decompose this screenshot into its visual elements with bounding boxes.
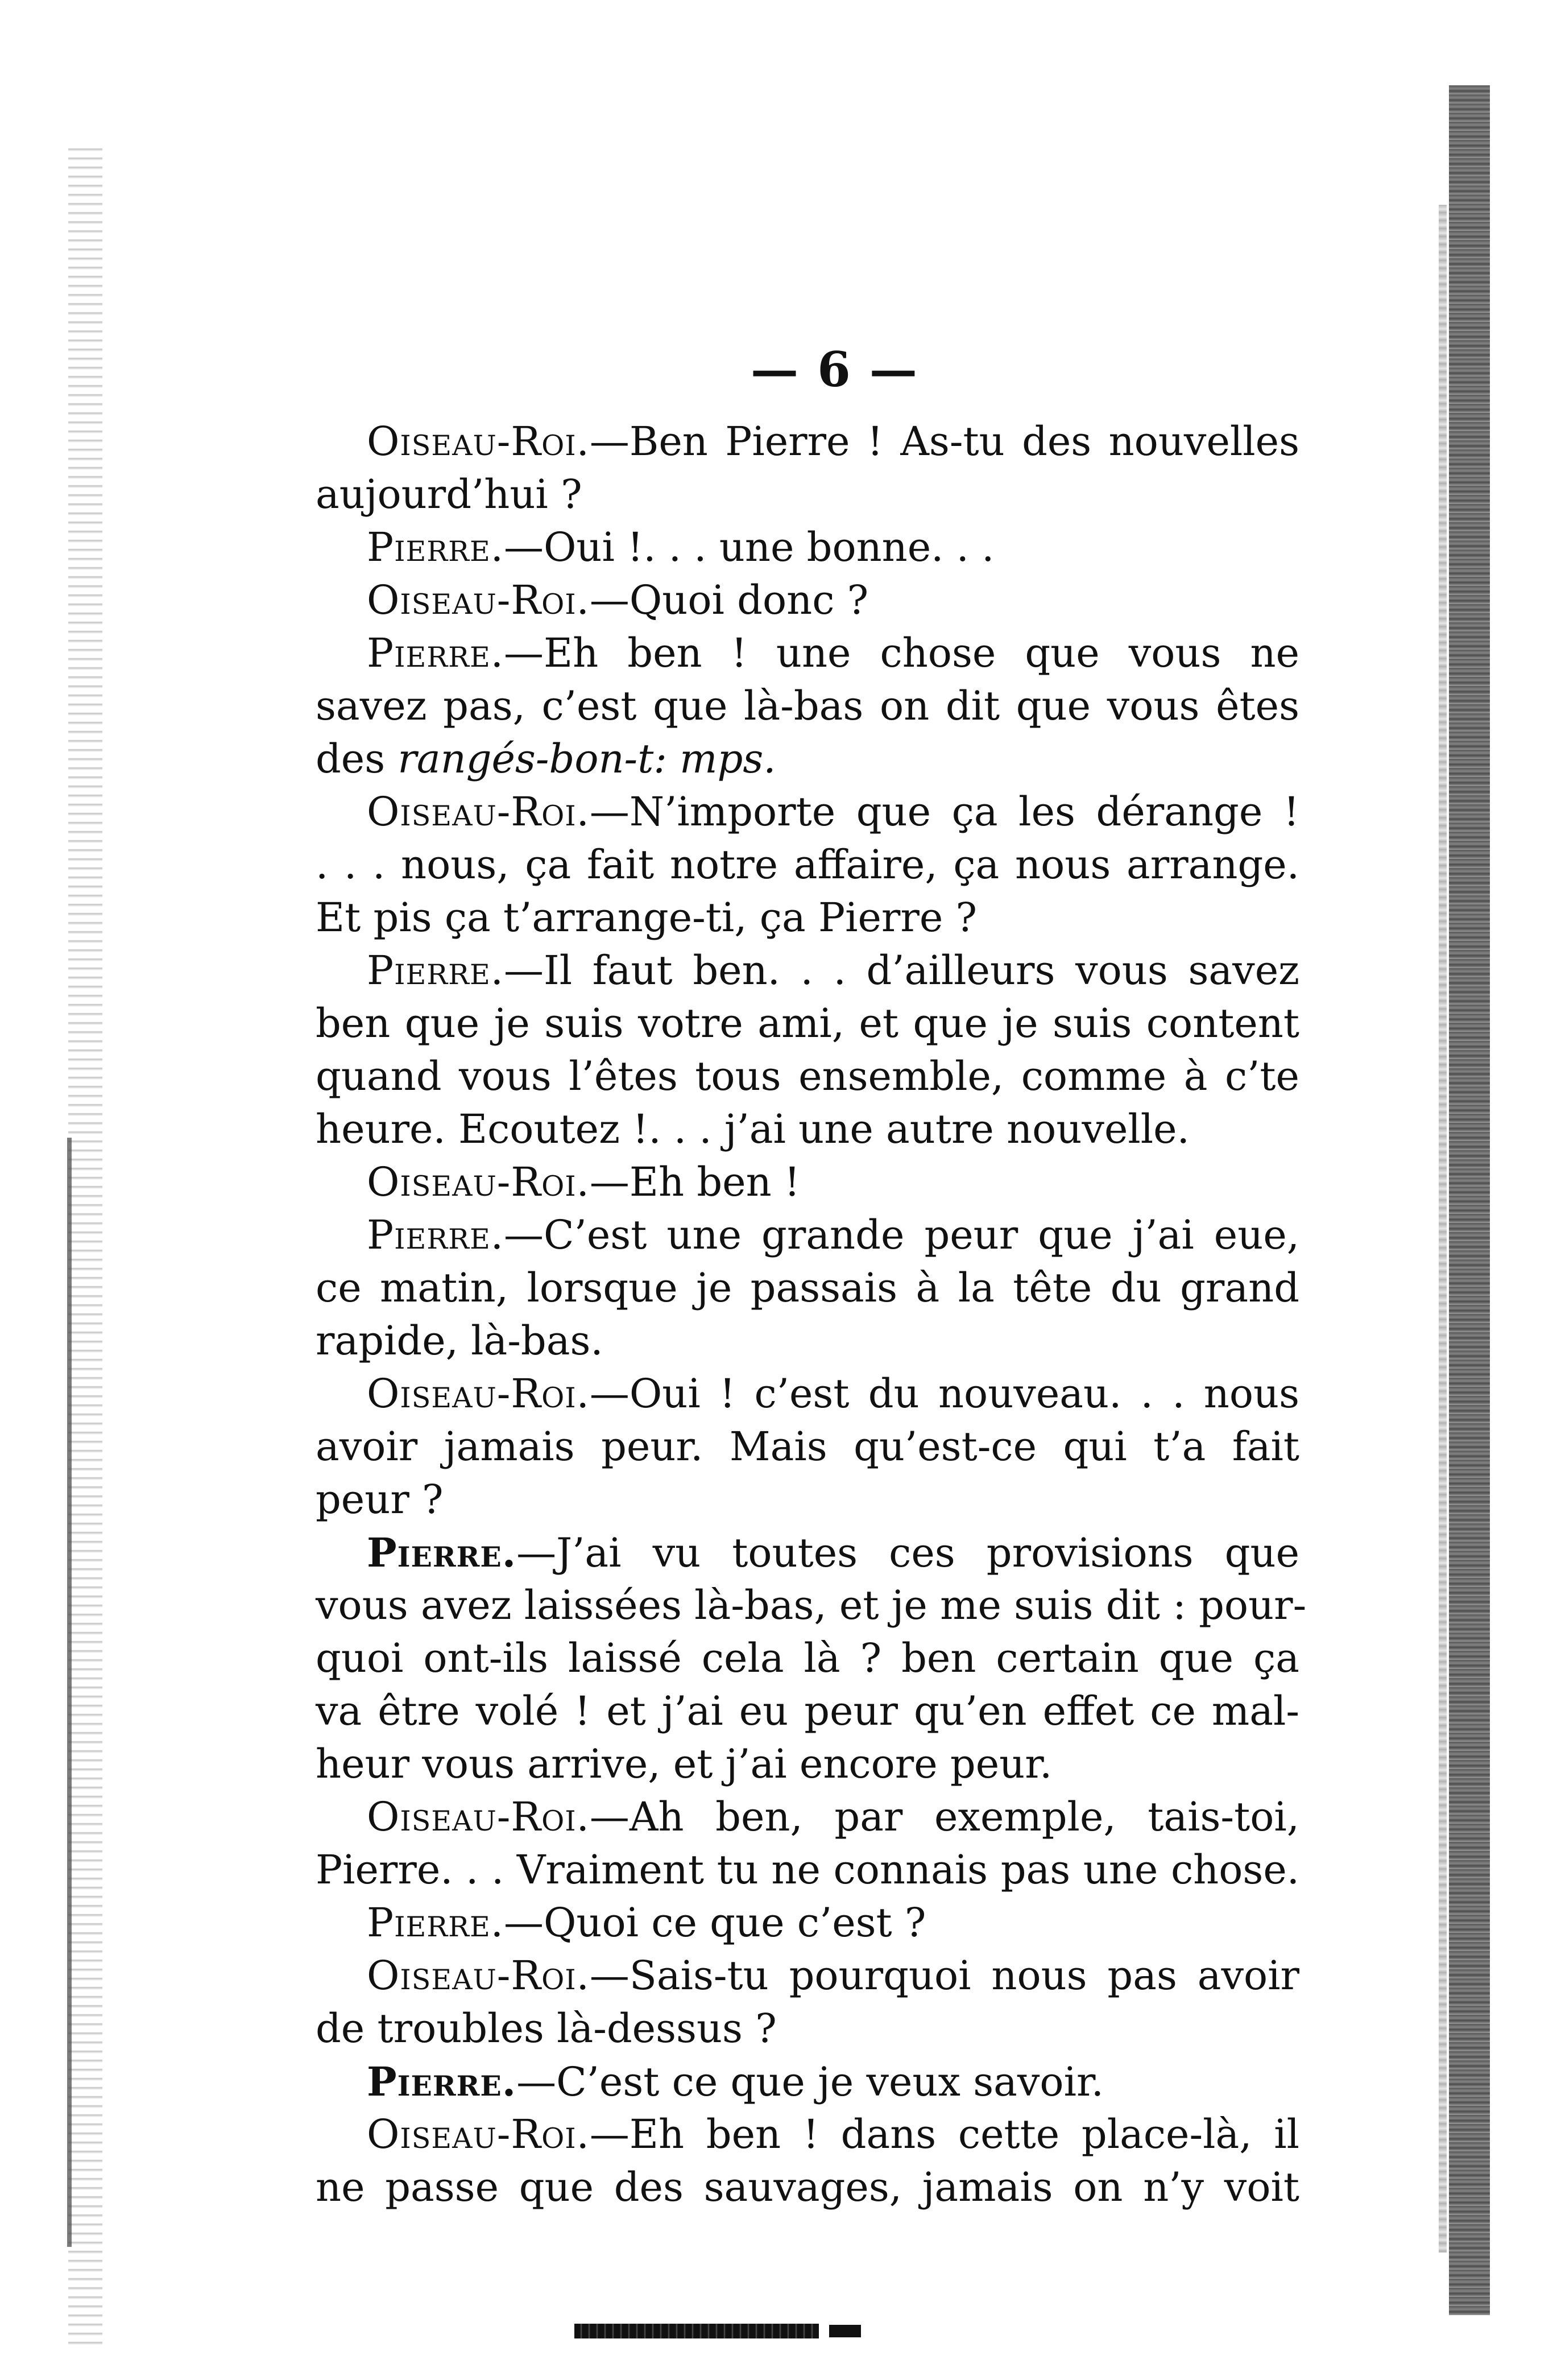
line-text: savez pas, c’est que là-bas on dit que vous êtes	[316, 683, 1299, 729]
text-line	[316, 574, 1299, 627]
speaker-name: Pierre.	[367, 947, 504, 994]
text-line	[316, 1367, 1299, 1420]
speaker-name: Oiseau-Roi.	[367, 2111, 590, 2158]
text-line	[316, 891, 1299, 944]
text-line	[316, 1896, 1299, 1949]
speaker-name: Oiseau-Roi.	[367, 1794, 590, 1840]
text-line	[316, 521, 1299, 574]
line-text: quoi ont-ils laissé cela là ? ben certain que ça	[316, 1635, 1299, 1681]
text-line	[316, 1473, 1299, 1526]
line-text: avoir jamais peur. Mais qu’est-ce qui t’a fait	[316, 1423, 1299, 1470]
scan-edge-right-inner	[1439, 205, 1447, 2253]
line-text: —Eh ben !	[589, 1159, 801, 1205]
line-text: heure. Ecoutez !. . . j’ai une autre nouvelle.	[316, 1106, 1190, 1152]
scan-edge-left	[68, 142, 102, 2349]
text-line	[316, 1420, 1299, 1473]
line-text: vous avez laissées là-bas, et je me suis dit : pour-	[316, 1582, 1307, 1629]
line-text: ne passe que des sauvages, jamais on n’y voit	[316, 2164, 1299, 2210]
text-line	[316, 1209, 1299, 1262]
line-text: —Eh ben ! dans cette place-là, il	[589, 2111, 1299, 2158]
text-line	[316, 2161, 1299, 2214]
text-line	[316, 415, 1299, 468]
speaker-name: Pierre.	[367, 1212, 504, 1258]
line-text: va être volé ! et j’ai eu peur qu’en effet ce mal-	[316, 1688, 1299, 1734]
speaker-name: Oiseau-Roi.	[367, 1159, 590, 1205]
line-text: . . . nous, ça fait notre affaire, ça nous arrange.	[316, 841, 1299, 888]
text-line	[316, 1526, 1299, 1579]
line-text: heur vous arrive, et j’ai encore peur.	[316, 1741, 1053, 1787]
text-line	[316, 1262, 1299, 1315]
text-line	[316, 733, 1299, 786]
text-line	[316, 997, 1299, 1050]
line-text: peur ?	[316, 1476, 444, 1523]
line-text: rapide, là-bas.	[316, 1317, 603, 1364]
line-text: —Oui ! c’est du nouveau. . . nous	[589, 1370, 1299, 1417]
line-text: des	[316, 736, 398, 782]
line-text: —N’importe que ça les dérange !	[589, 788, 1299, 835]
line-text: Et pis ça t’arrange-ti, ça Pierre ?	[316, 894, 978, 941]
text-line	[316, 944, 1299, 997]
line-text: —Quoi donc ?	[589, 577, 869, 623]
printer-mark-small	[829, 2325, 861, 2337]
page-number: — 6 —	[751, 341, 918, 398]
dialogue-text	[316, 415, 1307, 2214]
text-line	[316, 2108, 1299, 2161]
text-line	[316, 2002, 1299, 2055]
line-text: ce matin, lorsque je passais à la tête du grand	[316, 1265, 1299, 1311]
speaker-name: Oiseau-Roi.	[367, 577, 590, 623]
line-text: —Ah ben, par exemple, tais-toi,	[589, 1794, 1299, 1840]
line-text: —Quoi ce que c’est ?	[504, 1899, 926, 1946]
speaker-name: Oiseau-Roi.	[367, 1952, 590, 1999]
line-text: —J’ai vu toutes ces provisions que	[516, 1530, 1299, 1576]
text-line	[316, 627, 1299, 680]
text-line	[316, 1844, 1299, 1896]
italic-phrase: rangés-bon-t: mps.	[397, 736, 776, 782]
text-line	[316, 1632, 1299, 1685]
scan-edge-left-mark	[67, 1138, 72, 2247]
line-text: —Oui !. . . une bonne. . .	[504, 524, 995, 571]
printer-mark	[574, 2324, 819, 2338]
line-text: —Ben Pierre ! As-tu des nouvelles	[589, 418, 1299, 465]
text-line	[316, 1050, 1299, 1103]
speaker-name: Oiseau-Roi.	[367, 788, 590, 835]
text-line	[316, 1738, 1299, 1791]
speaker-name: Pierre.	[367, 2058, 517, 2105]
text-line	[316, 1103, 1299, 1156]
line-text: aujourd’hui ?	[316, 471, 582, 518]
line-text: —Eh ben ! une chose que vous ne	[504, 630, 1299, 676]
text-line	[316, 1949, 1299, 2002]
scan-edge-right	[1449, 85, 1490, 2315]
line-text: —C’est une grande peur que j’ai eue,	[504, 1212, 1299, 1258]
line-text: quand vous l’êtes tous ensemble, comme à c’te	[316, 1053, 1299, 1100]
line-text: —Sais-tu pourquoi nous pas avoir	[589, 1952, 1299, 1999]
text-line	[316, 1315, 1299, 1367]
line-text: —Il faut ben. . . d’ailleurs vous savez	[504, 947, 1299, 994]
speaker-name: Pierre.	[367, 630, 504, 676]
speaker-name: Pierre.	[367, 1529, 517, 1576]
text-line	[316, 838, 1299, 891]
text-line	[316, 1791, 1299, 1844]
text-line	[316, 1156, 1299, 1209]
text-line	[316, 468, 1299, 521]
line-text: ben que je suis votre ami, et que je suis content	[316, 1000, 1299, 1047]
speaker-name: Oiseau-Roi.	[367, 1370, 590, 1417]
text-line	[316, 2055, 1299, 2108]
speaker-name: Pierre.	[367, 524, 504, 571]
line-text: de troubles là-dessus ?	[316, 2005, 777, 2052]
line-text: —C’est ce que je veux savoir.	[516, 2059, 1104, 2105]
speaker-name: Pierre.	[367, 1899, 504, 1946]
text-line	[316, 786, 1299, 838]
text-line	[316, 1579, 1307, 1632]
line-text: Pierre. . . Vraiment tu ne connais pas une chose.	[316, 1846, 1299, 1893]
text-line	[316, 1685, 1299, 1738]
speaker-name: Oiseau-Roi.	[367, 418, 590, 465]
text-line	[316, 680, 1299, 733]
